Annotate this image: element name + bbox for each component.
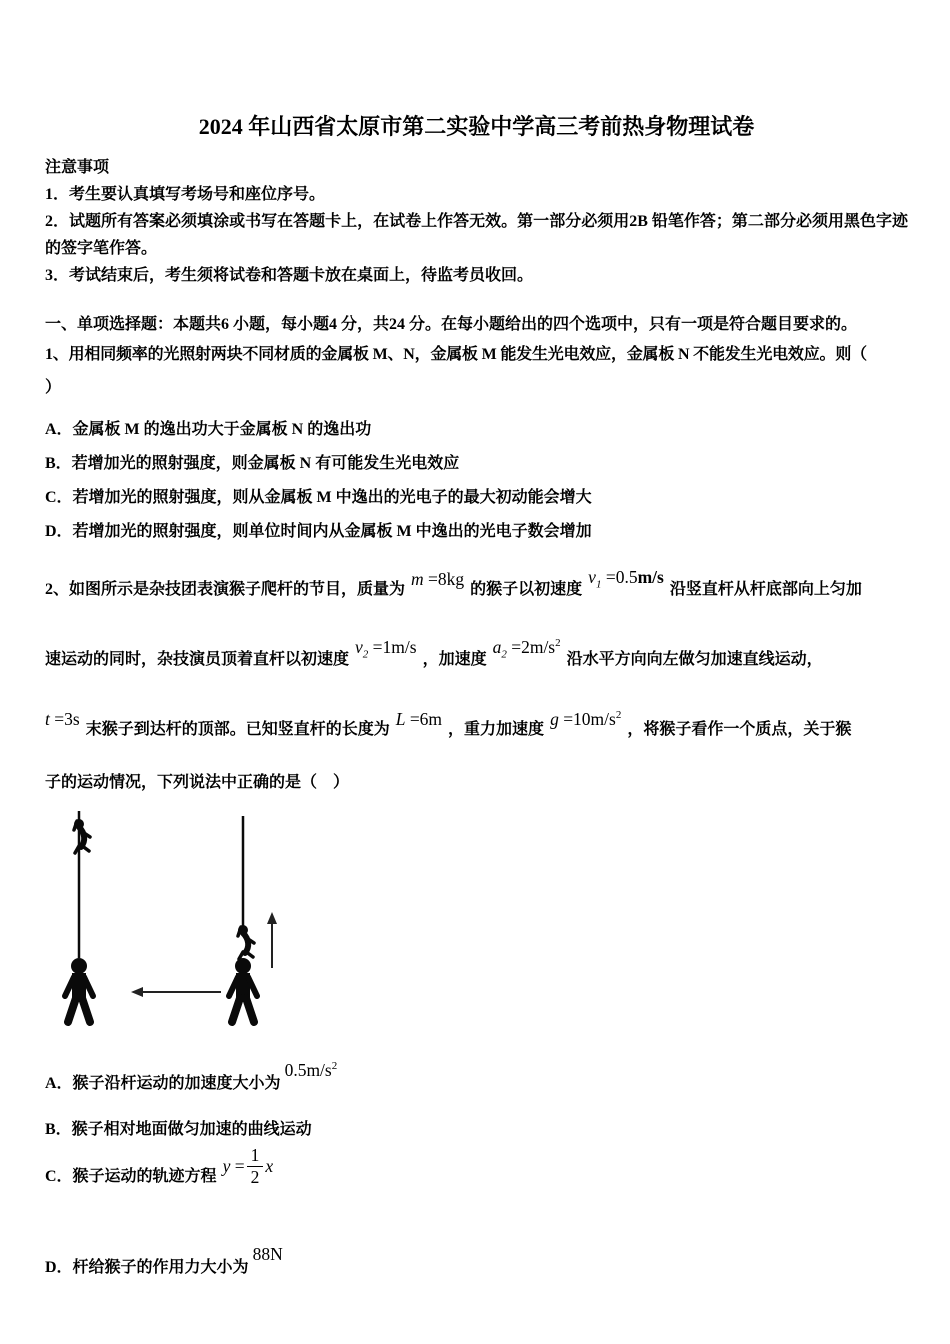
q2-option-a-label: A．猴子沿杆运动的加速度大小为 <box>45 1075 281 1092</box>
time-formula: t =3s <box>45 709 80 729</box>
q1-option-d: D．若增加光的照射强度，则单位时间内从金属板 M 中逸出的光电子数会增加 <box>45 523 592 540</box>
q2-text: 子的运动情况，下列说法中正确的是（ ） <box>45 774 350 791</box>
acrobat-icon <box>65 958 93 1022</box>
q2-text: ，将猴子看作一个质点，关于猴 <box>627 721 852 738</box>
q2-stem-line-3 <box>45 669 908 739</box>
q2-option-b-label: B．猴子相对地面做匀加速的曲线运动 <box>45 1121 312 1138</box>
q2-option-c-label: C．猴子运动的轨迹方程 <box>45 1167 217 1185</box>
q1-stem: 1、用相同频率的光照射两块不同材质的金属板 M、N，金属板 M 能发生光电效应，金属板 N 不能发生光电效应。则（ <box>45 346 867 363</box>
q2-text: ，加速度 <box>422 651 487 668</box>
q2-option-d-label: D．杆给猴子的作用力大小为 <box>45 1259 249 1276</box>
notice-item-3: 3．考试结束后，考生须将试卷和答题卡放在桌面上，待监考员收回。 <box>45 267 534 284</box>
q2-stem-line-4 <box>45 739 908 792</box>
q2-text: 沿竖直杆从杆底部向上匀加 <box>669 581 862 598</box>
v2-formula: $v_2 =1m/s$ <box>355 636 417 660</box>
q2-stem-line-2 <box>45 599 908 669</box>
a2-formula: $a_2 =2m/s^2$ <box>492 636 561 660</box>
acrobat-icon <box>229 958 257 1022</box>
q2-text: 沿水平方向向左做匀加速直线运动， <box>566 651 823 668</box>
gravity-formula: $g =10m/s^2$ <box>550 709 622 729</box>
page-title: 2024 年山西省太原市第二实验中学高三考前热身物理试卷 <box>198 114 755 139</box>
q2-option-a-value: $0.5m/s^2$ <box>284 1060 338 1080</box>
q1-stem-close: ） <box>45 379 62 396</box>
q2-text: ，重力加速度 <box>448 721 545 738</box>
monkey-icon <box>74 819 90 853</box>
q1-option-c: C．若增加光的照射强度，则从金属板 M 中逸出的光电子的最大初动能会增大 <box>45 489 592 506</box>
notice-item-2: 2．试题所有答案必须填涂或书写在答题卡上，在试卷上作答无效。第一部分必须用2B 铅笔作答；第二部分必须用黑色字迹的签字笔作答。 <box>45 213 908 257</box>
v1-formula: $v_1 =0.5m/s$ <box>588 566 664 590</box>
q2-option-c-formula: y = $\frac{1}{2}$ x <box>222 1145 274 1187</box>
q2-text: 速运动的同时，杂技演员顶着直杆以初速度 <box>45 651 350 668</box>
left-arrow-icon <box>131 987 221 997</box>
section1-header: 一、单项选择题：本题共6 小题，每小题4 分，共24 分。在每小题给出的四个选项中，只有一项是符合题目要求的。 <box>45 316 858 333</box>
q2-figure <box>57 808 307 1036</box>
q2-option-c <box>45 1143 908 1205</box>
q2-text: 2、如图所示是杂技团表演猴子爬杆的节目，质量为 <box>45 581 406 598</box>
up-arrow-icon <box>267 912 277 968</box>
monkey-icon <box>238 925 254 959</box>
q2-option-d <box>45 1205 908 1277</box>
q2-option-d-value: 88N <box>252 1244 283 1264</box>
notices-header: 注意事项 <box>45 159 110 176</box>
q2-option-a <box>45 1047 908 1093</box>
q1-option-b: B．若增加光的照射强度，则金属板 N 有可能发生光电效应 <box>45 455 460 472</box>
q1-option-a: A．金属板 M 的逸出功大于金属板 N 的逸出功 <box>45 421 372 438</box>
q2-option-b <box>45 1093 908 1139</box>
q2-stem-line-1 <box>45 542 908 599</box>
mass-formula: m =8kg <box>411 569 465 589</box>
length-formula: L =6m <box>395 709 443 729</box>
q2-text: 末猴子到达杆的顶部。已知竖直杆的长度为 <box>85 721 390 738</box>
notice-item-1: 1．考生要认真填写考场号和座位序号。 <box>45 186 326 203</box>
q2-text: 的猴子以初速度 <box>470 581 583 598</box>
